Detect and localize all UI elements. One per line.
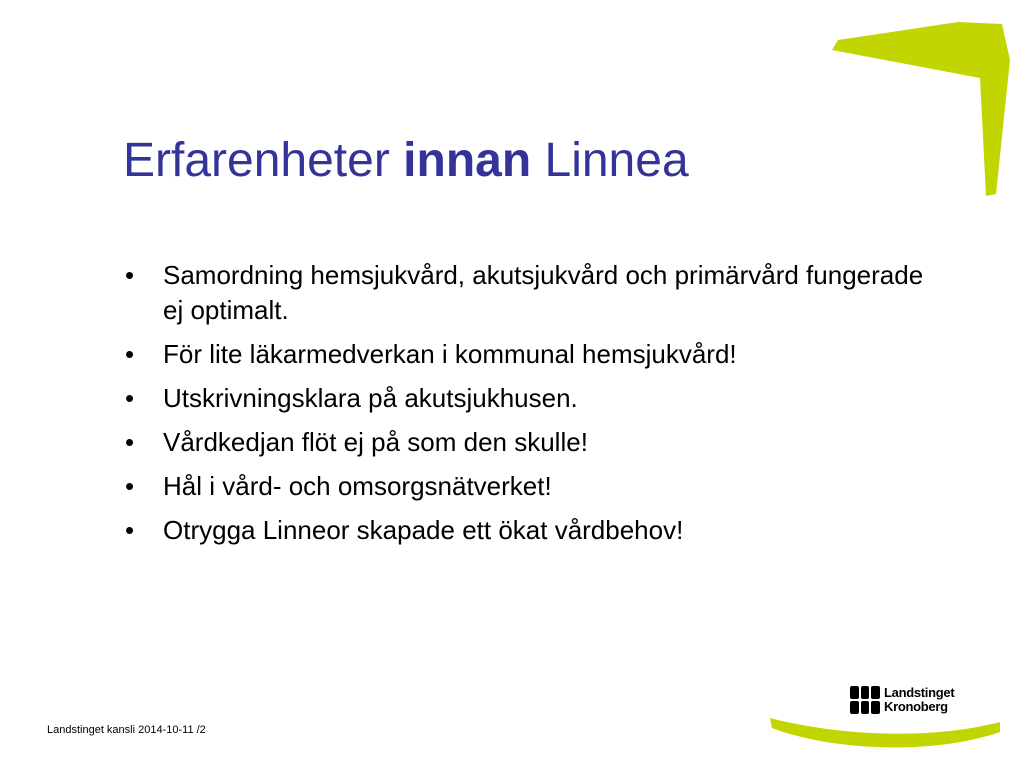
bullet-text: Vårdkedjan flöt ej på som den skulle! [163, 427, 588, 457]
bullet-dot: • [125, 383, 135, 413]
slide-title [123, 130, 689, 192]
bullet-text: Utskrivningsklara på akutsjukhusen. [163, 383, 578, 413]
bullet-item [125, 258, 945, 328]
title-text-start: Erfarenheter [123, 134, 404, 187]
title-text-end: Linnea [531, 134, 689, 187]
bullet-item [125, 381, 945, 416]
bullet-dot: • [125, 515, 135, 545]
bullet-item [125, 337, 945, 372]
bullet-dot: • [125, 260, 135, 290]
title-text-bold: innan [403, 134, 532, 187]
logo-line-2: Kronoberg [884, 699, 948, 714]
landstinget-kronoberg-logo [850, 684, 954, 716]
bullet-item [125, 469, 945, 504]
logo-line-1: Landstinget [884, 685, 955, 700]
logo-mark-icon [850, 686, 880, 714]
bullet-text: För lite läkarmedverkan i kommunal hemsjukvård! [163, 339, 737, 369]
slide-footer: Landstinget kansli 2014-10-11 /2 [47, 724, 206, 736]
bullet-text: Hål i vård- och omsorgsnätverket! [163, 471, 552, 501]
bullet-list [125, 258, 945, 557]
bullet-text: Otrygga Linneor skapade ett ökat vårdbehov! [163, 515, 684, 545]
logo-text [884, 686, 954, 714]
bullet-dot: • [125, 471, 135, 501]
bullet-text: Samordning hemsjukvård, akutsjukvård och primärvård fungerade ej optimalt. [163, 260, 924, 325]
bullet-item [125, 425, 945, 460]
bullet-dot: • [125, 339, 135, 369]
bullet-item [125, 513, 945, 548]
bullet-dot: • [125, 427, 135, 457]
